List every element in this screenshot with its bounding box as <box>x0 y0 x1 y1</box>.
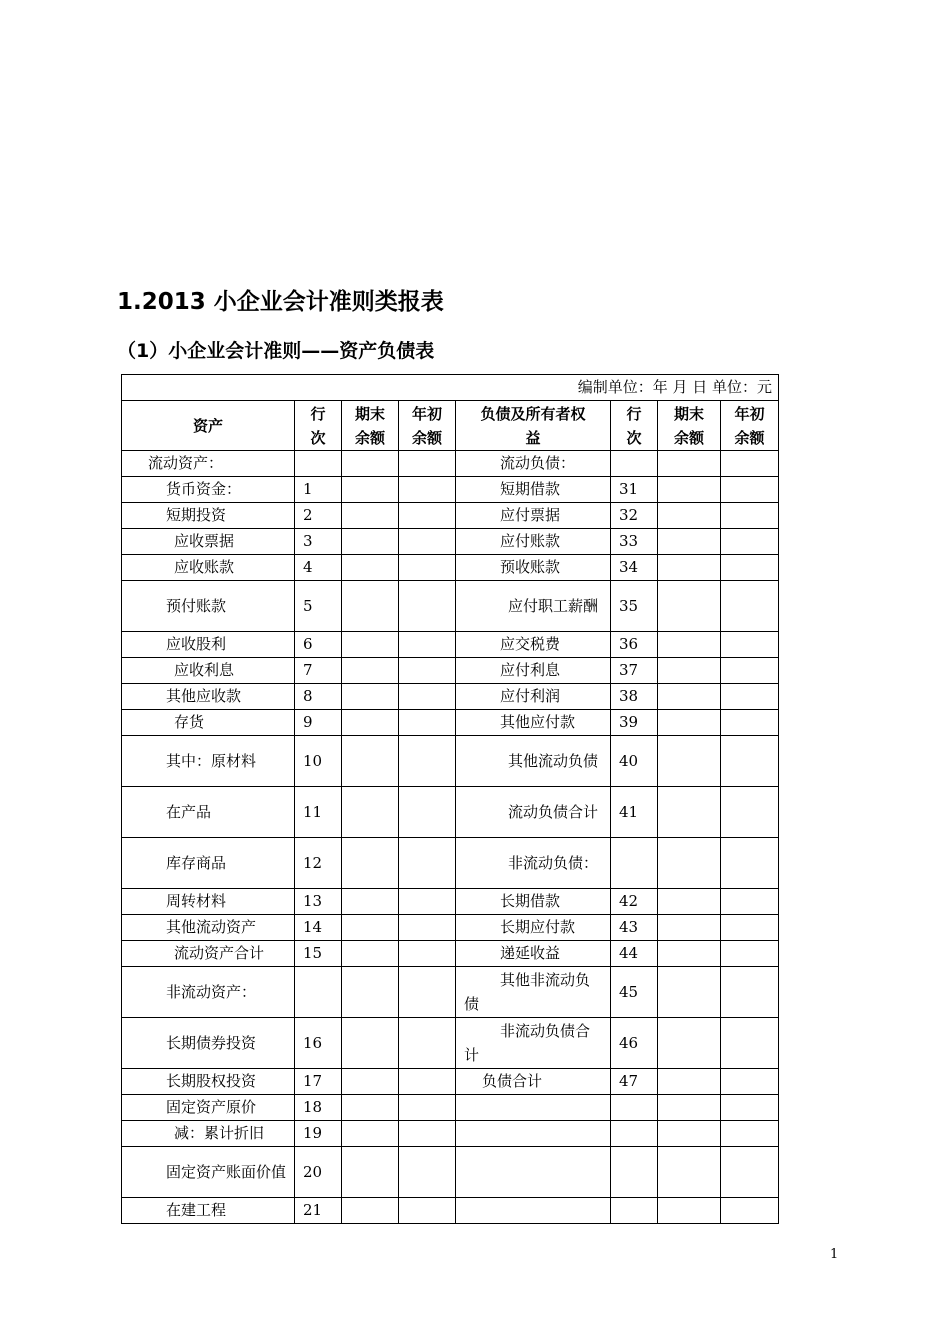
asset-row-no: 15 <box>295 941 342 967</box>
asset-cell: 短期投资 <box>122 503 295 529</box>
liab-cell <box>456 1198 611 1224</box>
table-row <box>122 1018 779 1069</box>
table-row <box>122 658 779 684</box>
table-row <box>122 915 779 941</box>
table-row <box>122 967 779 1018</box>
liab-cell: 其他应付款 <box>456 710 611 736</box>
liab-cell: 应付利润 <box>456 684 611 710</box>
liab-row-no <box>611 1147 658 1198</box>
table-row <box>122 736 779 787</box>
liab-cell <box>456 1121 611 1147</box>
liab-row-no <box>611 1095 658 1121</box>
asset-row-no <box>295 967 342 1018</box>
liab-cell: 递延收益 <box>456 941 611 967</box>
asset-cell: 其他流动资产 <box>122 915 295 941</box>
liab-row-no: 36 <box>611 632 658 658</box>
table-row <box>122 581 779 632</box>
table-row <box>122 555 779 581</box>
table-row <box>122 529 779 555</box>
asset-cell: 固定资产原价 <box>122 1095 295 1121</box>
liab-cell: 长期应付款 <box>456 915 611 941</box>
table-row <box>122 1069 779 1095</box>
asset-cell: 周转材料 <box>122 889 295 915</box>
asset-cell: 流动资产： <box>122 451 295 477</box>
asset-row-no: 1 <box>295 477 342 503</box>
table-row <box>122 889 779 915</box>
liab-row-no: 33 <box>611 529 658 555</box>
asset-row-no: 3 <box>295 529 342 555</box>
document-title: 1.2013 小企业会计准则类报表 <box>117 289 444 315</box>
liab-cell: 应付职工薪酬 <box>456 581 611 632</box>
liab-row-no: 43 <box>611 915 658 941</box>
liab-cell: 应交税费 <box>456 632 611 658</box>
liab-row-no <box>611 1198 658 1224</box>
table-row <box>122 787 779 838</box>
liab-row-no: 41 <box>611 787 658 838</box>
table-row <box>122 838 779 889</box>
liab-cell: 预收账款 <box>456 555 611 581</box>
table-row <box>122 941 779 967</box>
liab-cell: 长期借款 <box>456 889 611 915</box>
asset-cell: 在产品 <box>122 787 295 838</box>
asset-row-no: 21 <box>295 1198 342 1224</box>
liab-cell: 其他流动负债 <box>456 736 611 787</box>
asset-row-no: 13 <box>295 889 342 915</box>
liab-row-no: 37 <box>611 658 658 684</box>
liab-row-no <box>611 451 658 477</box>
asset-row-no: 14 <box>295 915 342 941</box>
liab-row-no: 31 <box>611 477 658 503</box>
asset-cell: 应收利息 <box>122 658 295 684</box>
asset-cell: 减：累计折旧 <box>122 1121 295 1147</box>
liab-cell: 非流动负债合计 <box>456 1018 611 1069</box>
liab-row-no: 46 <box>611 1018 658 1069</box>
table-row <box>122 1121 779 1147</box>
liab-cell <box>456 1095 611 1121</box>
liab-cell: 负债合计 <box>456 1069 611 1095</box>
asset-cell: 其他应收款 <box>122 684 295 710</box>
asset-cell: 其中：原材料 <box>122 736 295 787</box>
liab-row-no <box>611 1121 658 1147</box>
table-row <box>122 710 779 736</box>
liab-row-no: 47 <box>611 1069 658 1095</box>
asset-row-no <box>295 451 342 477</box>
header-begin-balance-2: 年初 余额 <box>721 401 779 451</box>
asset-cell: 货币资金： <box>122 477 295 503</box>
asset-cell: 在建工程 <box>122 1198 295 1224</box>
table-row <box>122 632 779 658</box>
table-row <box>122 1147 779 1198</box>
asset-row-no: 10 <box>295 736 342 787</box>
liab-row-no: 45 <box>611 967 658 1018</box>
asset-cell: 库存商品 <box>122 838 295 889</box>
asset-cell: 应收票据 <box>122 529 295 555</box>
header-row <box>122 401 779 451</box>
asset-row-no: 12 <box>295 838 342 889</box>
liab-cell: 应付利息 <box>456 658 611 684</box>
unit-line: 编制单位：年 月 日 单位：元 <box>122 375 779 401</box>
table-row <box>122 1198 779 1224</box>
table-row <box>122 451 779 477</box>
header-liabilities: 负债及所有者权 益 <box>456 401 611 451</box>
liab-cell: 流动负债： <box>456 451 611 477</box>
asset-cell: 预付账款 <box>122 581 295 632</box>
liab-cell: 应付账款 <box>456 529 611 555</box>
asset-row-no: 5 <box>295 581 342 632</box>
header-row-no-2: 行 次 <box>611 401 658 451</box>
asset-row-no: 7 <box>295 658 342 684</box>
liab-row-no: 39 <box>611 710 658 736</box>
header-end-balance-2: 期末 余额 <box>658 401 721 451</box>
header-end-balance: 期末 余额 <box>342 401 399 451</box>
asset-row-no: 16 <box>295 1018 342 1069</box>
header-asset: 资产 <box>122 401 295 451</box>
table-row <box>122 477 779 503</box>
liab-row-no: 35 <box>611 581 658 632</box>
asset-cell: 应收账款 <box>122 555 295 581</box>
asset-cell: 应收股利 <box>122 632 295 658</box>
liab-row-no: 44 <box>611 941 658 967</box>
asset-row-no: 19 <box>295 1121 342 1147</box>
liab-row-no: 38 <box>611 684 658 710</box>
header-begin-balance: 年初 余额 <box>399 401 456 451</box>
asset-cell: 长期股权投资 <box>122 1069 295 1095</box>
liab-cell <box>456 1147 611 1198</box>
table-row <box>122 684 779 710</box>
liab-row-no: 40 <box>611 736 658 787</box>
asset-row-no: 6 <box>295 632 342 658</box>
asset-row-no: 8 <box>295 684 342 710</box>
asset-row-no: 11 <box>295 787 342 838</box>
page-number: 1 <box>830 1247 839 1262</box>
asset-row-no: 4 <box>295 555 342 581</box>
asset-row-no: 20 <box>295 1147 342 1198</box>
asset-row-no: 2 <box>295 503 342 529</box>
asset-cell: 流动资产合计 <box>122 941 295 967</box>
asset-cell: 固定资产账面价值 <box>122 1147 295 1198</box>
liab-cell: 应付票据 <box>456 503 611 529</box>
liab-row-no: 32 <box>611 503 658 529</box>
balance-sheet-table <box>121 374 779 1224</box>
asset-row-no: 9 <box>295 710 342 736</box>
liab-cell: 短期借款 <box>456 477 611 503</box>
asset-cell: 非流动资产： <box>122 967 295 1018</box>
table-row <box>122 1095 779 1121</box>
liab-row-no: 42 <box>611 889 658 915</box>
asset-row-no: 17 <box>295 1069 342 1095</box>
liab-row-no <box>611 838 658 889</box>
table-row <box>122 503 779 529</box>
header-row-no: 行 次 <box>295 401 342 451</box>
unit-row <box>122 375 779 401</box>
liab-cell: 非流动负债： <box>456 838 611 889</box>
asset-row-no: 18 <box>295 1095 342 1121</box>
liab-cell: 流动负债合计 <box>456 787 611 838</box>
asset-cell: 存货 <box>122 710 295 736</box>
liab-cell: 其他非流动负债 <box>456 967 611 1018</box>
asset-cell: 长期债券投资 <box>122 1018 295 1069</box>
liab-row-no: 34 <box>611 555 658 581</box>
table-title: （1）小企业会计准则——资产负债表 <box>117 340 435 362</box>
